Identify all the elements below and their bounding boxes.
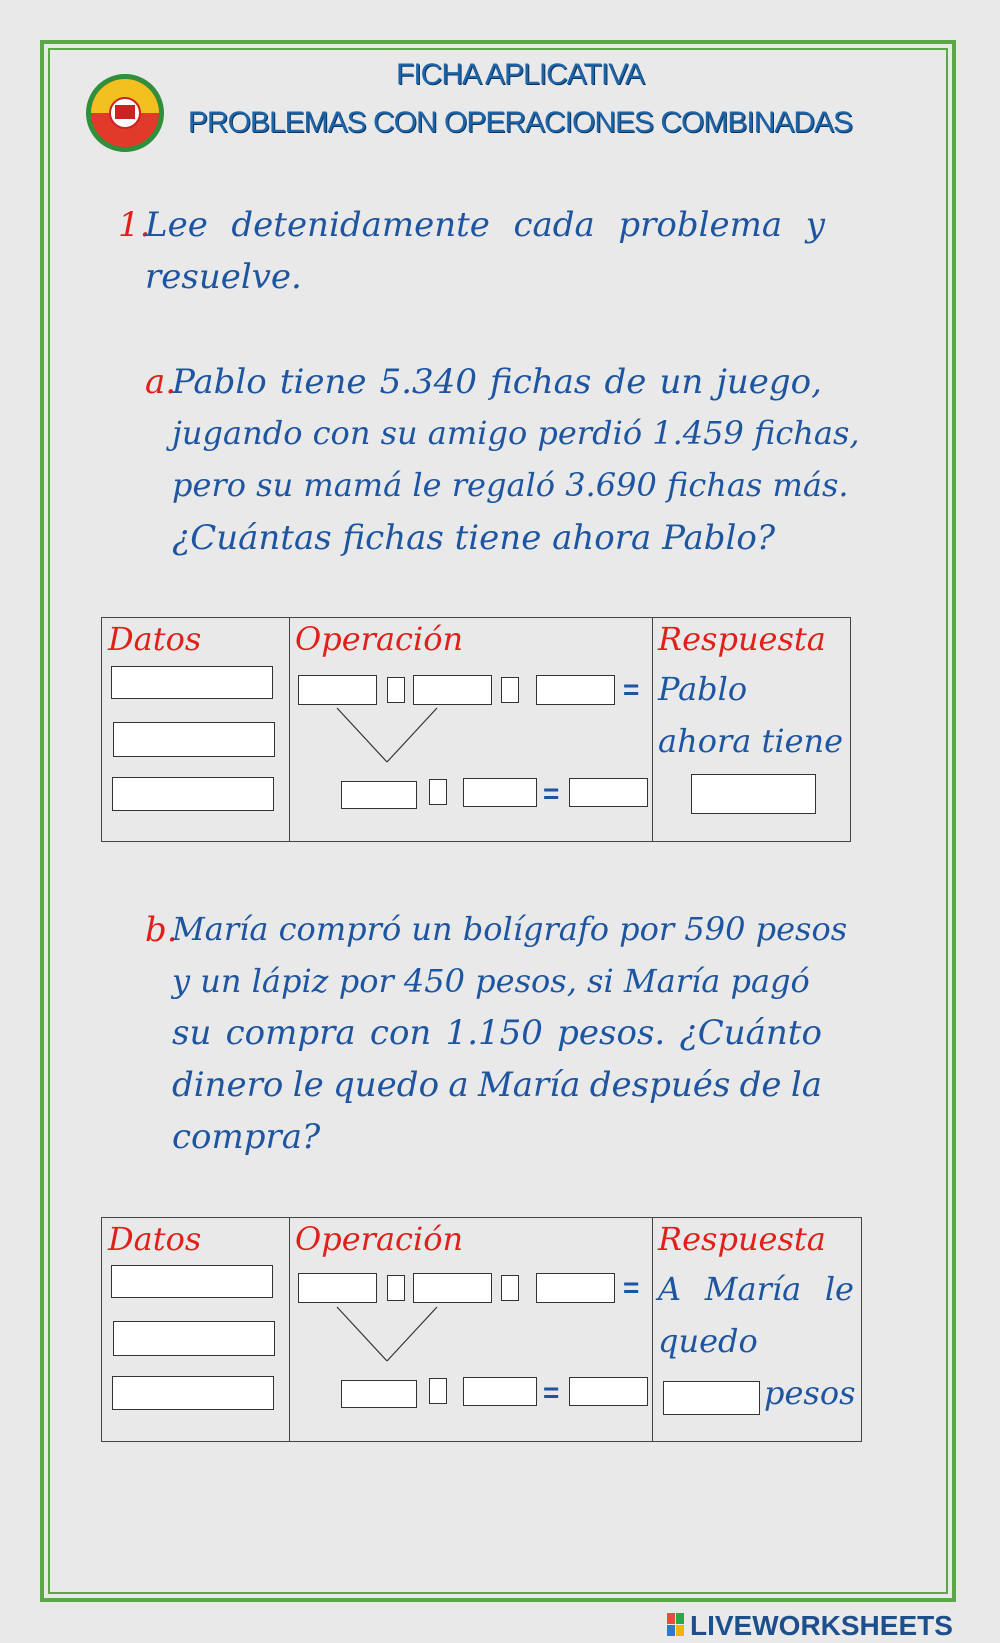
problem-b-line-2: y un lápiz por 450 pesos, si María pagó	[172, 962, 810, 1000]
word: María	[477, 1065, 581, 1105]
operator-input[interactable]	[387, 677, 405, 703]
problem-a-line-1	[172, 362, 822, 402]
operand-input[interactable]	[463, 1377, 537, 1406]
result-input[interactable]	[536, 675, 615, 705]
word: de	[604, 362, 647, 402]
problem-b-line-5: compra?	[172, 1117, 321, 1157]
problem-b-line-4	[172, 1065, 822, 1105]
liveworksheets-logo-icon	[667, 1613, 685, 1637]
instruction-number: 1.	[118, 205, 151, 245]
col-operacion-header: Operación	[295, 1220, 464, 1258]
word: un	[659, 362, 704, 402]
col-respuesta-header: Respuesta	[658, 620, 826, 658]
answer-unit: pesos	[764, 1374, 856, 1412]
word: dinero	[172, 1065, 284, 1105]
datos-input[interactable]	[112, 1376, 274, 1410]
word: 1.150	[445, 1013, 543, 1053]
problem-b-line-3	[172, 1013, 822, 1053]
problem-b-line-1: María compró un bolígrafo por 590 pesos	[172, 910, 848, 948]
word: fichas	[490, 362, 592, 402]
operand-input[interactable]	[341, 781, 417, 809]
result-input[interactable]	[569, 778, 648, 807]
worksheet-subtitle: PROBLEMAS CON OPERACIONES COMBINADAS	[187, 106, 853, 139]
operator-input[interactable]	[387, 1275, 405, 1301]
problem-a-line-3: pero su mamá le regaló 3.690 fichas más.	[172, 466, 849, 504]
word: detenidamente	[231, 205, 490, 245]
word: y	[805, 205, 825, 245]
answer-text-1	[658, 1270, 854, 1308]
bracket-lines	[332, 706, 442, 766]
datos-input[interactable]	[111, 666, 273, 699]
word: le	[292, 1065, 324, 1105]
word: Lee	[145, 205, 208, 245]
operator-input[interactable]	[501, 1275, 519, 1301]
answer-input[interactable]	[663, 1381, 760, 1415]
operator-input[interactable]	[501, 677, 519, 703]
col-respuesta-header: Respuesta	[658, 1220, 826, 1258]
result-input[interactable]	[569, 1377, 648, 1406]
word: compra	[225, 1013, 356, 1053]
word: A	[658, 1270, 682, 1308]
problem-a-letter: a.	[145, 362, 177, 402]
equals-sign: =	[623, 674, 640, 705]
instruction-line-2: resuelve.	[145, 257, 302, 297]
operand-input[interactable]	[341, 1380, 417, 1408]
worksheet-title: FICHA APLICATIVA	[396, 58, 644, 91]
answer-text-2: quedo	[658, 1322, 758, 1360]
equals-sign: =	[623, 1272, 640, 1303]
answer-text-1: Pablo	[658, 670, 748, 708]
col-datos-header: Datos	[108, 1220, 202, 1258]
word: pesos.	[557, 1013, 666, 1053]
datos-input[interactable]	[113, 1321, 275, 1356]
col-datos-header: Datos	[108, 620, 202, 658]
operator-input[interactable]	[429, 779, 447, 805]
operand-input[interactable]	[298, 675, 377, 705]
answer-input[interactable]	[691, 774, 816, 814]
equals-sign: =	[543, 778, 560, 809]
operand-input[interactable]	[413, 675, 492, 705]
problem-a-table	[101, 617, 851, 842]
word: tiene	[279, 362, 367, 402]
bracket-lines	[332, 1305, 442, 1365]
answer-text-2: ahora tiene	[658, 722, 844, 760]
problem-b-table	[101, 1217, 862, 1442]
word: después	[589, 1065, 731, 1105]
equals-sign: =	[543, 1377, 560, 1408]
word: quedo	[333, 1065, 440, 1105]
datos-input[interactable]	[111, 1265, 273, 1298]
word: a	[448, 1065, 469, 1105]
operator-input[interactable]	[429, 1378, 447, 1404]
problem-a-line-2: jugando con su amigo perdió 1.459 fichas,	[172, 414, 860, 452]
result-input[interactable]	[536, 1273, 615, 1303]
datos-input[interactable]	[112, 777, 274, 811]
problem-a-line-4: ¿Cuántas fichas tiene ahora Pablo?	[172, 518, 776, 558]
word: de	[739, 1065, 782, 1105]
word: su	[172, 1013, 212, 1053]
word: Pablo	[172, 362, 267, 402]
word: María	[704, 1270, 802, 1308]
col-operacion-header: Operación	[295, 620, 464, 658]
word: con	[369, 1013, 432, 1053]
datos-input[interactable]	[113, 722, 275, 757]
operand-input[interactable]	[298, 1273, 377, 1303]
word: 5.340	[379, 362, 477, 402]
word: le	[824, 1270, 854, 1308]
liveworksheets-brand[interactable]: LIVEWORKSHEETS	[690, 1610, 953, 1641]
word: juego,	[716, 362, 822, 402]
instruction-line-1	[145, 205, 825, 245]
word: cada	[513, 205, 595, 245]
operand-input[interactable]	[413, 1273, 492, 1303]
operand-input[interactable]	[463, 778, 537, 807]
word: ¿Cuánto	[679, 1013, 822, 1053]
word: problema	[618, 205, 783, 245]
word: la	[790, 1065, 822, 1105]
problem-b-letter: b.	[145, 910, 178, 950]
